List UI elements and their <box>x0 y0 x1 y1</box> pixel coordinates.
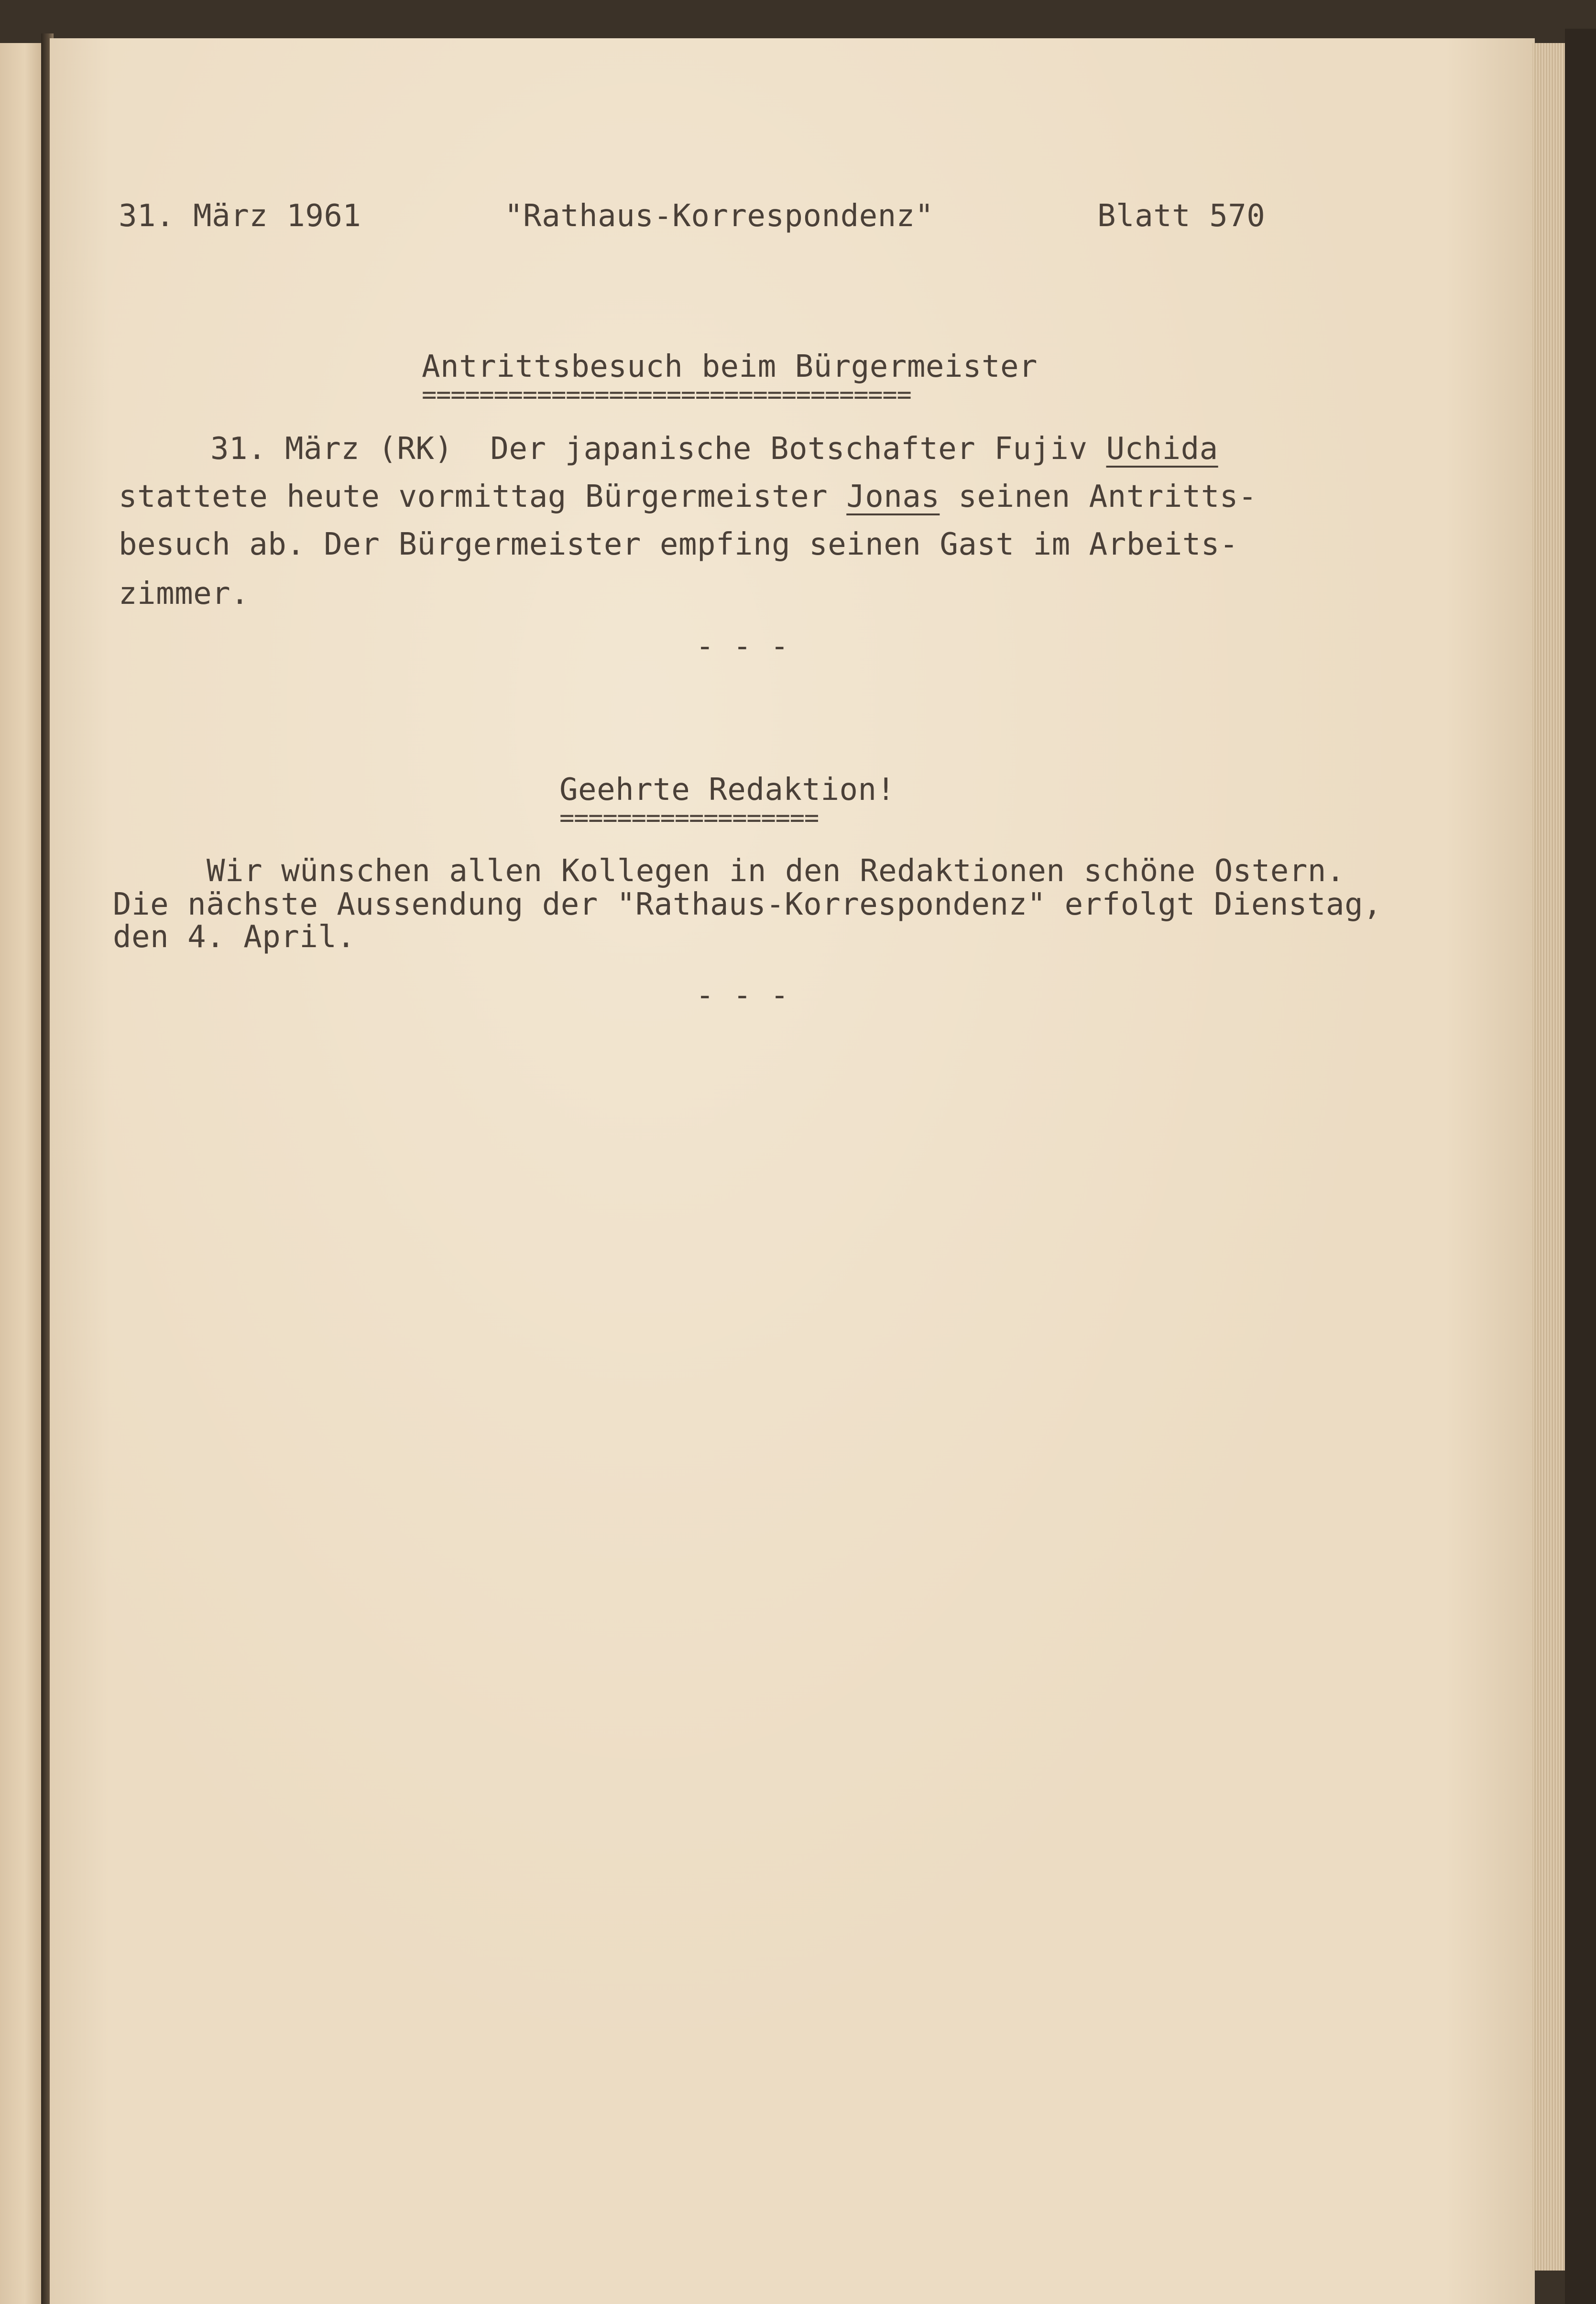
right-background <box>1565 29 1596 2304</box>
header-date: 31. März 1961 <box>119 198 361 234</box>
article2-line2: Die nächste Aussendung der "Rathaus-Korrespondenz" erfolgt Dienstag, <box>113 887 1382 922</box>
page-stack-edges <box>1532 43 1565 2271</box>
left-page-edge <box>0 43 45 2304</box>
article1-line2 <box>119 481 1257 512</box>
article1-end-mark: - - - <box>696 629 789 664</box>
article1-line3: besuch ab. Der Bürgermeister empfing seinen Gast im Arbeits- <box>119 527 1238 562</box>
header-sheet: Blatt 570 <box>1097 198 1266 234</box>
header-publication: "Rathaus-Korrespondenz" <box>504 198 934 234</box>
article1-line4: zimmer. <box>119 576 250 611</box>
article1-line1 <box>210 431 1218 467</box>
article1-title-rule: ================================== <box>422 381 911 409</box>
article1-title: Antrittsbesuch beim Bürgermeister <box>422 349 1038 384</box>
article2-line3: den 4. April. <box>113 919 356 955</box>
article2-title-rule: ================== <box>559 804 819 832</box>
article1-line1-text: 31. März (RK) Der japanische Botschafter Fujiv <box>210 431 1106 467</box>
article2-end-mark: - - - <box>696 978 789 1013</box>
article1-name-uchida: Uchida <box>1106 431 1218 467</box>
article2-title: Geehrte Redaktion! <box>559 772 896 808</box>
article1-line2-end: seinen Antritts- <box>940 479 1257 514</box>
article2-line1: Wir wünschen allen Kollegen in den Redaktionen schöne Ostern. <box>207 853 1345 889</box>
article1-line2-text: stattete heute vormittag Bürgermeister <box>119 479 847 514</box>
article1-name-jonas: Jonas <box>846 479 940 514</box>
